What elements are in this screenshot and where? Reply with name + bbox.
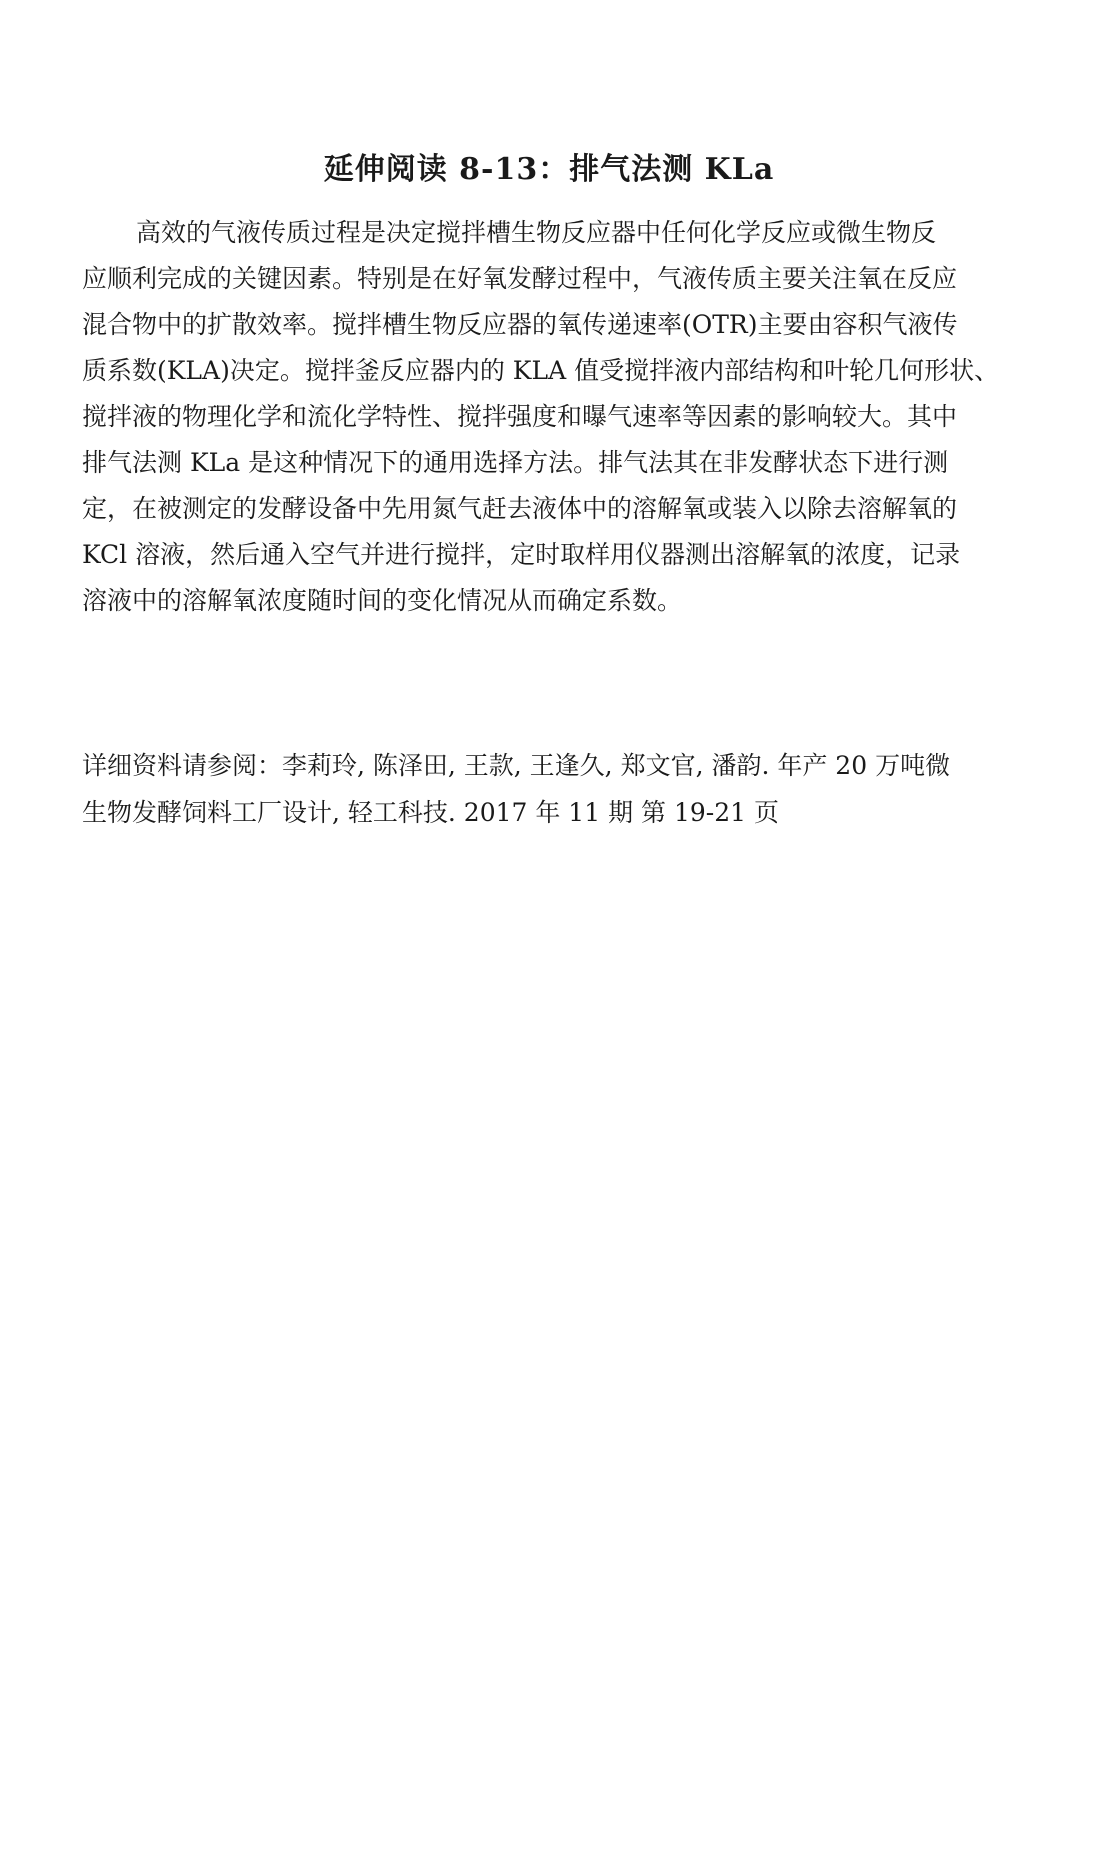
reference-line: 生物发酵饲料工厂设计, 轻工科技. 2017 年 11 期 第 19-21 页 bbox=[82, 798, 779, 827]
paragraph-line: 搅拌液的物理化学和流化学特性、搅拌强度和曝气速率等因素的影响较大。其中 bbox=[82, 402, 958, 431]
paragraph-line: 定，在被测定的发酵设备中先用氮气赶去液体中的溶解氧或装入以除去溶解氧的 bbox=[82, 494, 958, 523]
paragraph-line: 排气法测 KLa 是这种情况下的通用选择方法。排气法其在非发酵状态下进行测 bbox=[82, 448, 949, 477]
reference-citation bbox=[82, 742, 1022, 836]
paragraph-line: 混合物中的扩散效率。搅拌槽生物反应器的氧传递速率(OTR)主要由容积气液传 bbox=[82, 310, 958, 339]
reference-line: 详细资料请参阅：李莉玲, 陈泽田, 王款, 王逢久, 郑文官, 潘韵. 年产 20 万吨微 bbox=[82, 751, 951, 780]
page-title: 延伸阅读 8-13：排气法测 KLa bbox=[323, 152, 775, 187]
paragraph-line: KCl 溶液，然后通入空气并进行搅拌，定时取样用仪器测出溶解氧的浓度，记录 bbox=[82, 540, 961, 569]
paragraph-line: 应顺利完成的关键因素。特别是在好氧发酵过程中，气液传质主要关注氧在反应 bbox=[82, 264, 958, 293]
paragraph-line: 高效的气液传质过程是决定搅拌槽生物反应器中任何化学反应或微生物反 bbox=[136, 218, 937, 247]
body-paragraph bbox=[82, 210, 1022, 624]
paragraph-line: 质系数(KLA)决定。搅拌釜反应器内的 KLA 值受搅拌液内部结构和叶轮几何形状、 bbox=[82, 356, 1000, 385]
paragraph-line: 溶液中的溶解氧浓度随时间的变化情况从而确定系数。 bbox=[82, 586, 683, 615]
